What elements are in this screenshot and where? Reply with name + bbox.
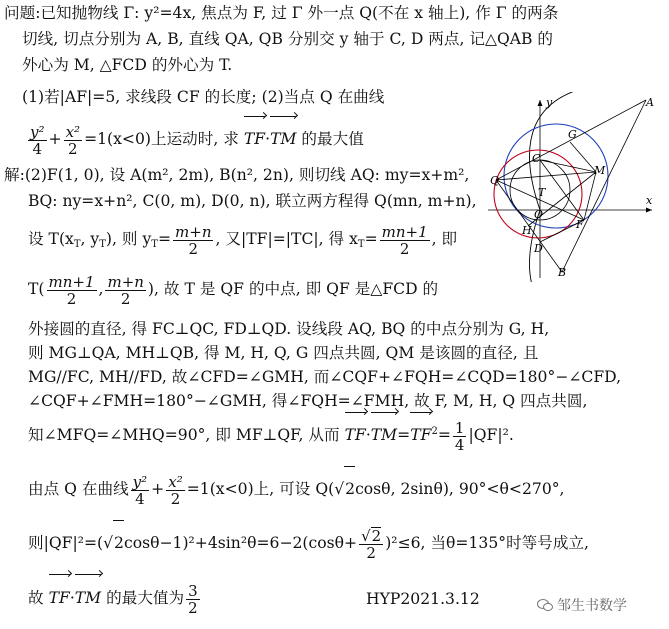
label-o: O <box>534 208 544 221</box>
solution-line-11: 则|QF|²=(√2cosθ−1)²+4sin²θ=6−2(cosθ+ $\frac{√2}{2}$ )²≤6, 当θ=135°时等号成立, <box>28 520 589 564</box>
vector-tm: TM <box>371 414 397 456</box>
problem-line-3: 外心为 M, △FCD 的外心为 T. <box>22 56 233 74</box>
solution-line-8: ∠CQF+∠FMH=180°−∠GMH, 得∠FQH=∠FMH, 故 F, M, H, Q 四点共圆, <box>28 392 588 410</box>
solution-line-1: 解:(2)F(1, 0), 设 A(m², 2m), B(n², 2n), 则切线 AQ: my=x+m², <box>4 166 470 184</box>
fraction-x2-over-2: $\frac{\text{x²}}{2}$ <box>168 472 183 508</box>
label-d: D <box>534 242 543 255</box>
label-t: T <box>538 186 546 199</box>
solution-line-4: T( $\frac{mn+1}{2}$ , $\frac{m+n}{2}$ ), 故 T 是 QF 的中点, 即 QF 是△FCD 的 <box>28 272 439 308</box>
fraction-t-x: $\frac{mn+1}{2}$ <box>48 272 95 308</box>
fraction-3-over-2: $\frac{3}{2}$ <box>188 581 198 617</box>
label-a: A <box>646 96 654 109</box>
fraction-y2-over-4: $\frac{\text{y²}}{4}$ <box>132 472 148 508</box>
fraction-mn-plus-1-over-2: $\frac{mn+1}{2}$ <box>381 222 428 258</box>
x-axis-arrow-icon <box>646 208 652 213</box>
vector-tf: TF <box>410 414 431 456</box>
solution-line-2: BQ: ny=x+n², C(0, m), D(0, n), 联立两方程得 Q(mn, m+n), <box>28 192 477 210</box>
fraction-t-y: $\frac{m+n}{2}$ <box>107 272 144 308</box>
parabola <box>529 92 636 282</box>
y-axis-arrow-icon <box>538 100 543 106</box>
label-g: G <box>568 128 577 141</box>
label-x: x <box>646 194 653 207</box>
solution-line-3: 设 $T(x_T$, $y_T$), 则 $y_T=$ $\frac{m+n}{2}$ , 又|TF|=|TC|, 得 $x_T=$ $\frac{mn+1}{2}$ , 即 <box>28 222 458 258</box>
problem-line-2: 切线, 切点分别为 A, B, 直线 QA, QB 分别交 y 轴于 C, D 两点, 记△QAB 的 <box>22 30 554 48</box>
line-mf <box>584 172 596 220</box>
vector-tm: TM <box>270 118 296 160</box>
fraction-1-over-4: $\frac{1}{4}$ <box>454 418 465 454</box>
wechat-icon <box>537 598 553 612</box>
solution-line-6: 则 MG⊥QA, MH⊥QB, 得 M, H, Q, G 四点共圆, QM 是该圆的直径, 且 <box>28 344 539 362</box>
vector-tf: TF <box>345 414 366 456</box>
vector-tf: TF <box>49 576 70 620</box>
fraction-sqrt2-over-2: $\frac{√2}{2}$ <box>361 527 382 562</box>
label-q: Q <box>490 174 500 187</box>
solution-line-12: 故 TF·TM 的最大值为 $\frac{3}{2}$ <box>28 576 202 620</box>
sqrt-2: 2 <box>344 466 355 511</box>
solution-line-5: 外接圆的直径, 得 FC⊥QC, FD⊥QD. 设线段 AQ, BQ 的中点分别为 G, H, <box>28 320 550 338</box>
solution-line-10: 由点 Q 在曲线 $\frac{\text{y²}}{4}$ + $\frac{\text{x²}}{2}$ =1(x<0)上, 可设 Q(√2cosθ, 2sinθ), 90°<θ<270°, <box>28 466 565 510</box>
label-f: F <box>576 218 584 231</box>
watermark-text: 邹生书数学 <box>557 598 627 614</box>
signature: HYP2021.3.12 <box>366 590 480 608</box>
sqrt-2: 2 <box>113 520 124 565</box>
fraction-m-plus-n-over-2: $\frac{m+n}{2}$ <box>175 222 212 258</box>
line-qm <box>496 172 596 180</box>
geometry-diagram <box>486 92 658 282</box>
fraction-y2-over-4: $\frac{\text{y²}}{4}$ <box>30 122 45 158</box>
fraction-x2-over-2: $\frac{\text{x²}}{2}$ <box>65 122 81 158</box>
label-y: y <box>546 96 553 109</box>
solution-line-9: 知∠MFQ=∠MHQ=90°, 即 MF⊥QF, 从而 $TF\cdot TM=TF^2=$ $\frac{1}{4}$ |QF|². <box>28 414 514 456</box>
problem-line-1: 问题:已知抛物线 Γ: y²=4x, 焦点为 F, 过 Γ 外一点 Q(不在 x 轴上), 作 Γ 的两条 <box>4 4 559 22</box>
label-h: H <box>522 224 532 237</box>
problem-line-4: (1)若|AF|=5, 求线段 CF 的长度; (2)当点 Q 在曲线 <box>22 88 385 106</box>
vector-tm: TM <box>75 576 101 620</box>
label-c: C <box>532 152 541 165</box>
label-b: B <box>558 266 567 279</box>
label-m: M <box>594 164 606 177</box>
vector-tf: TF <box>244 118 265 160</box>
line-ab <box>562 100 646 272</box>
problem-curve-line: $\frac{\text{y²}}{4}$ + $\frac{\text{x²}}{2}$ =1(x<0)上运动时, 求 TF·TM 的最大值 <box>26 118 364 160</box>
watermark <box>537 595 627 615</box>
solution-line-7: MG//FC, MH//FD, 故∠CFD=∠GMH, 而∠CQF+∠FQH=∠CQD=180°−∠CFD, <box>28 368 622 386</box>
